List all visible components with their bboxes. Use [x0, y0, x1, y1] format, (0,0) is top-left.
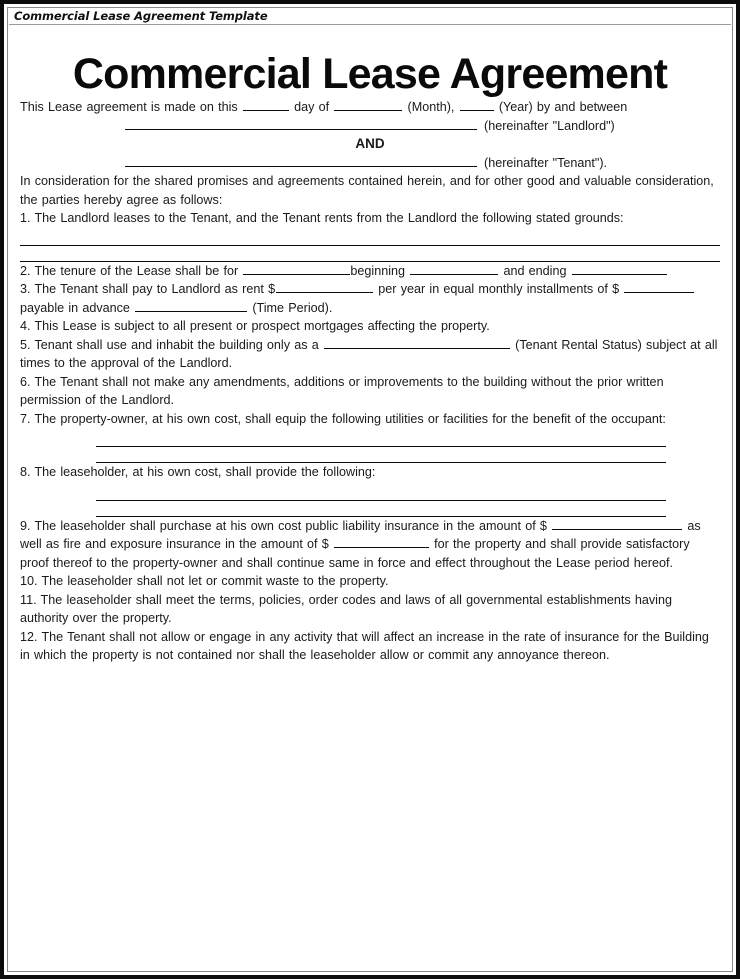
and-separator: AND [355, 136, 385, 151]
blank-fire-insurance-amount[interactable] [334, 536, 429, 548]
blank-tenant-rental-status[interactable] [324, 337, 510, 349]
page-title: Commercial Lease Agreement [72, 50, 668, 98]
blank-annual-rent[interactable] [276, 281, 373, 293]
clause-8-blank-line-1[interactable] [96, 500, 666, 501]
clause-3-text-2: per year in equal monthly installments of $ [378, 282, 620, 296]
clause-5 [20, 336, 720, 373]
clause-6: 6. The Tenant shall not make any amendments, additions or improvements to the building without the prior written permission of the Landlord. [20, 374, 664, 407]
clause-9-text-2: as well as fire and exposure insurance in the amount of $ [20, 518, 701, 551]
blank-monthly-installment[interactable] [624, 281, 694, 293]
intro-text-4: (Year) by and between [498, 100, 628, 114]
clause-5-text-2: (Tenant Rental Status) subject at all times to the approval of the Landlord. [20, 337, 718, 370]
clause-7: 7. The property-owner, at his own cost, shall equip the following utilities or facilities for the benefit of the occupant: [20, 411, 666, 426]
blank-begin-date[interactable] [410, 263, 498, 275]
clause-1-blank-line-1[interactable] [20, 245, 720, 246]
clause-11: 11. The leaseholder shall meet the terms, policies, order codes and laws of all governmental establishments having authority over the property. [20, 592, 672, 625]
clause-2-text-3: and ending [503, 263, 567, 278]
blank-end-date[interactable] [572, 263, 667, 275]
clause-3-text-3: payable in advance [20, 300, 130, 315]
intro-text-1: This Lease agreement is made on this [20, 100, 238, 114]
clause-3 [20, 280, 720, 317]
clause-3-text-1: 3. The Tenant shall pay to Landlord as rent $ [20, 282, 276, 296]
document-header-bar [9, 9, 731, 25]
blank-day[interactable] [243, 99, 289, 111]
clause-9-text-1: 9. The leaseholder shall purchase at his own cost public liability insurance in the amount of $ [20, 518, 547, 533]
blank-lease-term[interactable] [243, 263, 350, 275]
clause-2-text-1: 2. The tenure of the Lease shall be for [20, 263, 239, 278]
document-body [9, 26, 731, 971]
clause-12: 12. The Tenant shall not allow or engage in any activity that will affect an increase in the rate of insurance for the Building in which the property is not contained nor shall the leaseholder allow or commit any annoyance thereon. [20, 629, 709, 662]
blank-month[interactable] [334, 99, 402, 111]
intro-paragraph [20, 98, 720, 117]
blank-landlord-name[interactable] [125, 118, 477, 130]
tenant-signature-row [20, 154, 720, 173]
clause-3-text-4: (Time Period). [252, 300, 333, 315]
blank-advance-period[interactable] [135, 300, 247, 312]
clause-9-text-3: for the property and shall provide satisfactory proof thereof to the property-owner and shall continue same in force and effect throughout the Lease period hereof. [20, 537, 690, 570]
intro-text-2: day of [294, 100, 330, 114]
intro-text-3: (Month), [407, 100, 455, 114]
tenant-label: (hereinafter "Tenant"). [484, 155, 608, 170]
clause-4: 4. This Lease is subject to all present or prospect mortgages affecting the property. [20, 319, 490, 333]
clause-10: 10. The leaseholder shall not let or commit waste to the property. [20, 574, 389, 588]
clause-9 [20, 517, 720, 573]
clause-8: 8. The leaseholder, at his own cost, shall provide the following: [20, 465, 376, 479]
consideration-paragraph: In consideration for the shared promises and agreements contained herein, and for other good and valuable consideration, the parties hereby agree as follows: [20, 174, 714, 207]
clause-2-text-2: beginning [350, 263, 406, 278]
landlord-signature-row [20, 117, 720, 136]
landlord-label: (hereinafter "Landlord") [484, 118, 615, 133]
blank-liability-amount[interactable] [552, 518, 682, 530]
clause-2 [20, 262, 720, 281]
clause-3-line-1 [20, 282, 695, 296]
blank-year[interactable] [460, 99, 494, 111]
blank-tenant-name[interactable] [125, 155, 477, 167]
clause-1: 1. The Landlord leases to the Tenant, and the Tenant rents from the Landlord the following stated grounds: [20, 211, 624, 225]
clause-5-text-1: 5. Tenant shall use and inhabit the building only as a [20, 337, 319, 352]
clause-7-blank-line-1[interactable] [96, 446, 666, 447]
document-header-title: Commercial Lease Agreement Template [14, 9, 268, 23]
